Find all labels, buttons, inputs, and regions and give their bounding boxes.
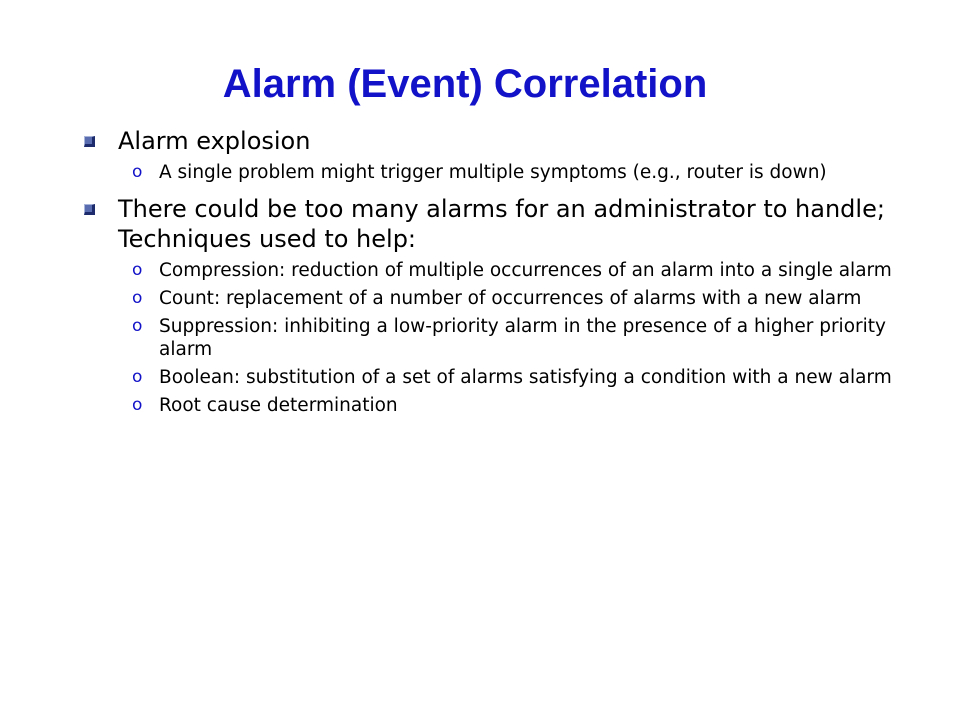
sub-bullet-text: Count: replacement of a number of occurrences of alarms with a new alarm (159, 288, 862, 309)
sub-bullet-marker: o (132, 367, 143, 387)
sub-bullet-item (84, 394, 904, 417)
square-bullet-icon (84, 204, 95, 215)
sub-bullet-text: Suppression: inhibiting a low-priority alarm in the presence of a higher priority alarm (159, 316, 886, 360)
sub-bullet-marker: o (132, 316, 143, 336)
sub-bullet-item (84, 315, 904, 361)
sub-bullet-marker: o (132, 288, 143, 308)
sub-bullet-item (84, 366, 904, 389)
bullet-text: There could be too many alarms for an administrator to handle; Techniques used to help: (118, 195, 885, 253)
sub-bullet-list (84, 161, 904, 184)
bullet-text: Alarm explosion (118, 127, 311, 155)
sub-bullet-text: A single problem might trigger multiple symptoms (e.g., router is down) (159, 162, 827, 183)
square-bullet-icon (84, 136, 95, 147)
sub-bullet-text: Compression: reduction of multiple occurrences of an alarm into a single alarm (159, 260, 892, 281)
bullet-item (84, 126, 904, 156)
sub-bullet-marker: o (132, 260, 143, 280)
bullet-list (84, 118, 904, 427)
sub-bullet-marker: o (132, 395, 143, 415)
sub-bullet-list (84, 259, 904, 417)
sub-bullet-item (84, 287, 904, 310)
slide-title: Alarm (Event) Correlation (222, 62, 708, 106)
sub-bullet-item (84, 161, 904, 184)
bullet-item (84, 194, 904, 254)
sub-bullet-item (84, 259, 904, 282)
sub-bullet-text: Boolean: substitution of a set of alarms satisfying a condition with a new alarm (159, 367, 892, 388)
sub-bullet-marker: o (132, 162, 143, 182)
sub-bullet-text: Root cause determination (159, 395, 398, 416)
